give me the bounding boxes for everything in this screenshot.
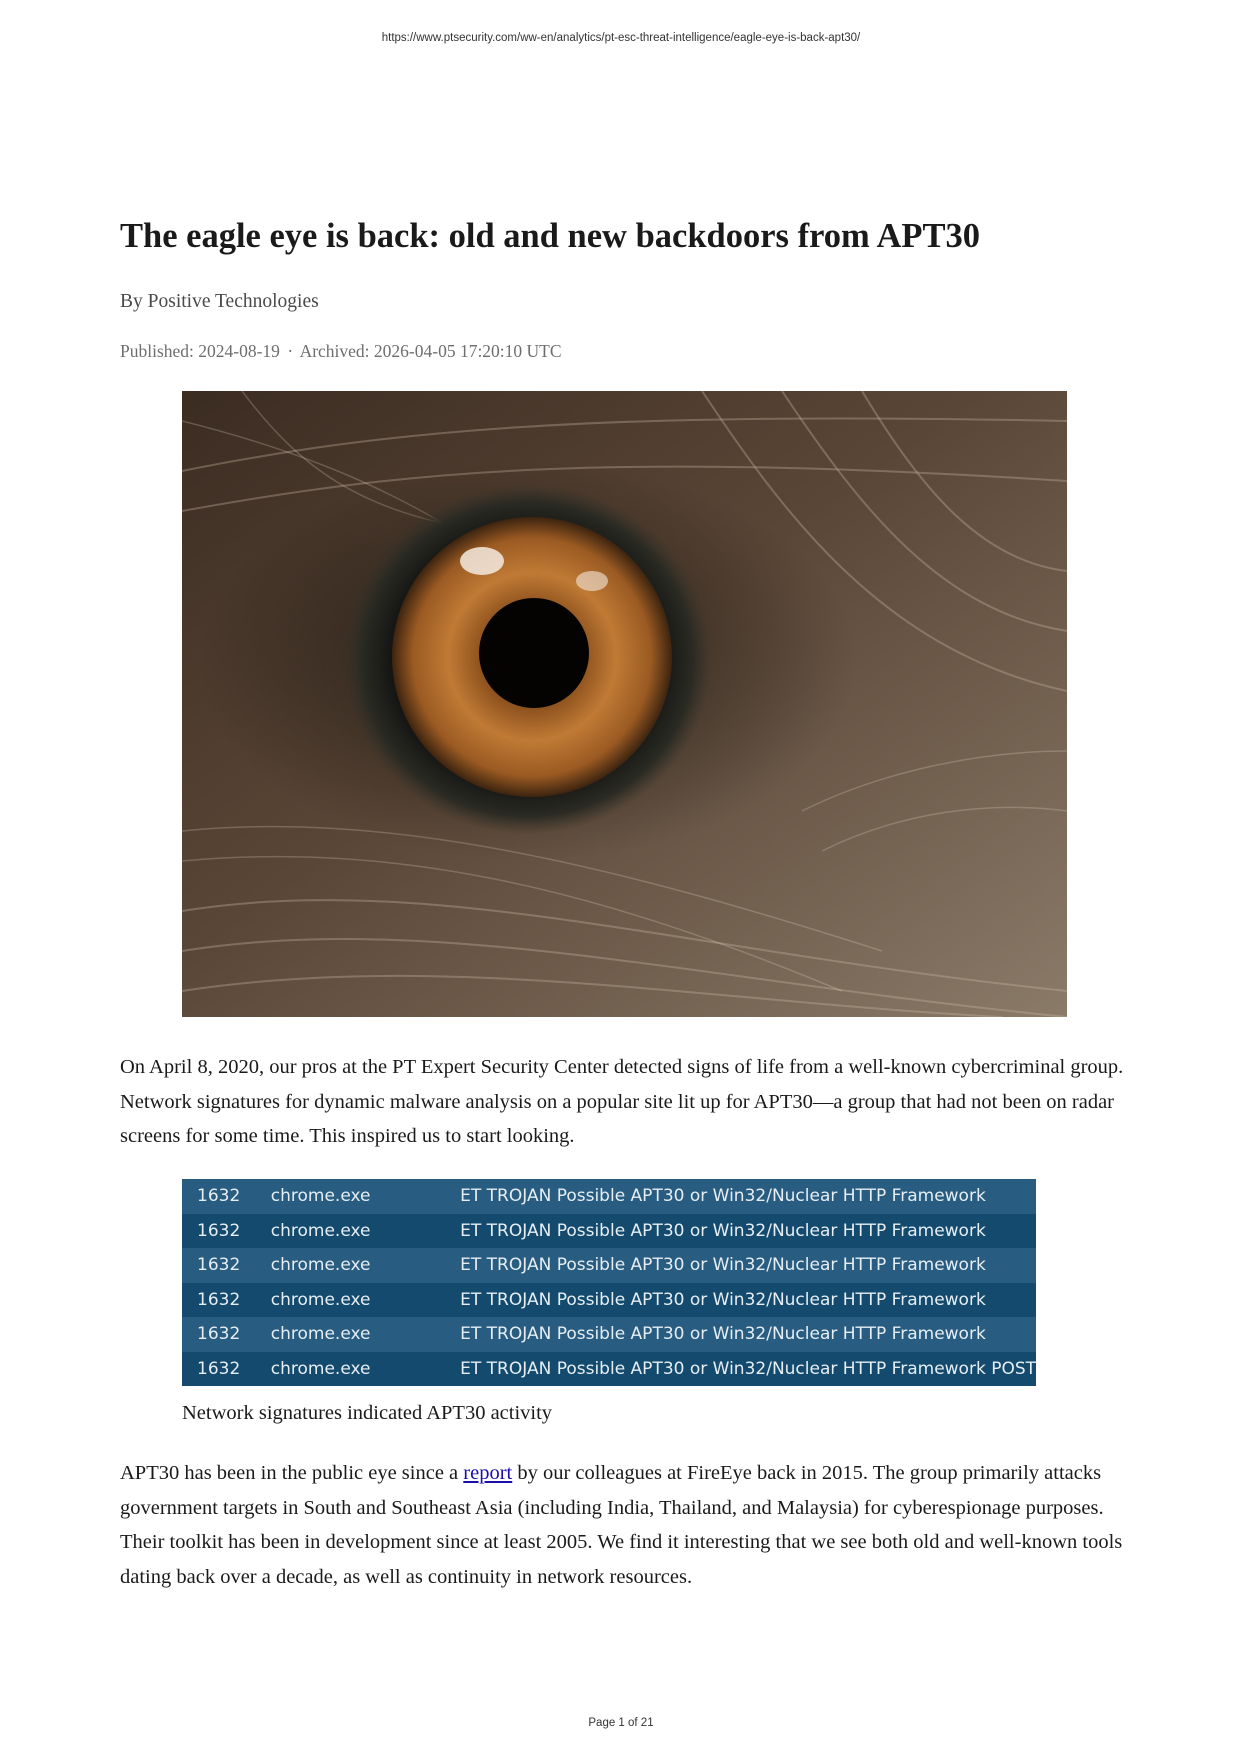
pid-cell: 1632 — [197, 1324, 241, 1345]
published-date: Published: 2024-08-19 — [120, 341, 280, 361]
process-cell: chrome.exe — [270, 1289, 371, 1310]
intro-paragraph: On April 8, 2020, our pros at the PT Expert Security Center detected signs of life from a well-known cybercriminal group. Network signatures for dynamic malware analysis on a popular site lit up for APT30—a group that had not been on radar screens for some time. This inspired us to start looking. — [120, 1056, 1124, 1147]
paragraph-text: by our colleagues at FireEye back in 2015. The group primarily attacks government targets in South and Southeast Asia (including India, Thailand, and Malaysia) for cyberespionage purposes. Their toolkit has been in development since at least 2005. We find it interesting that we see both old and well-known tools dating back over a decade, as well as continuity in network resources. — [120, 1462, 1123, 1588]
signature-cell: ET TROJAN Possible APT30 or Win32/Nuclear HTTP Framework — [460, 1289, 986, 1310]
pid-cell: 1632 — [197, 1255, 241, 1276]
table-row — [182, 1248, 1036, 1283]
pid-cell: 1632 — [197, 1186, 241, 1207]
article-byline: By Positive Technologies — [120, 291, 319, 312]
process-cell: chrome.exe — [270, 1358, 371, 1379]
background-paragraph — [120, 1456, 1130, 1594]
process-cell: chrome.exe — [270, 1186, 371, 1207]
signature-cell: ET TROJAN Possible APT30 or Win32/Nuclear HTTP Framework — [460, 1324, 986, 1345]
paragraph-text: APT30 has been in the public eye since a — [120, 1462, 464, 1484]
process-cell: chrome.exe — [270, 1324, 371, 1345]
source-url: https://www.ptsecurity.com/ww-en/analytics/pt-esc-threat-intelligence/eagle-eye-is-back-apt30/ — [381, 32, 861, 44]
eagle-eye-photo — [182, 391, 1067, 1017]
report-link[interactable]: report — [463, 1462, 513, 1484]
pid-cell: 1632 — [197, 1358, 241, 1379]
table-row — [182, 1352, 1036, 1387]
figure-caption: Network signatures indicated APT30 activity — [182, 1402, 553, 1424]
page-number: Page 1 of 21 — [588, 1717, 654, 1729]
meta-separator: · — [287, 341, 294, 361]
signature-cell: ET TROJAN Possible APT30 or Win32/Nuclear HTTP Framework — [460, 1220, 986, 1241]
signature-cell: ET TROJAN Possible APT30 or Win32/Nuclear HTTP Framework — [460, 1186, 986, 1207]
process-cell: chrome.exe — [270, 1220, 371, 1241]
table-row — [182, 1179, 1036, 1214]
table-row — [182, 1283, 1036, 1318]
network-signatures-table — [182, 1179, 1036, 1386]
table-row — [182, 1317, 1036, 1352]
signature-cell: ET TROJAN Possible APT30 or Win32/Nuclear HTTP Framework POST — [460, 1358, 1036, 1379]
article-meta — [120, 338, 562, 364]
pid-cell: 1632 — [197, 1289, 241, 1310]
pid-cell: 1632 — [197, 1220, 241, 1241]
article-title: The eagle eye is back: old and new backdoors from APT30 — [120, 217, 980, 255]
process-cell: chrome.exe — [270, 1255, 371, 1276]
signature-cell: ET TROJAN Possible APT30 or Win32/Nuclear HTTP Framework — [460, 1255, 986, 1276]
table-row — [182, 1214, 1036, 1249]
archived-date: Archived: 2026-04-05 17:20:10 UTC — [299, 341, 562, 361]
